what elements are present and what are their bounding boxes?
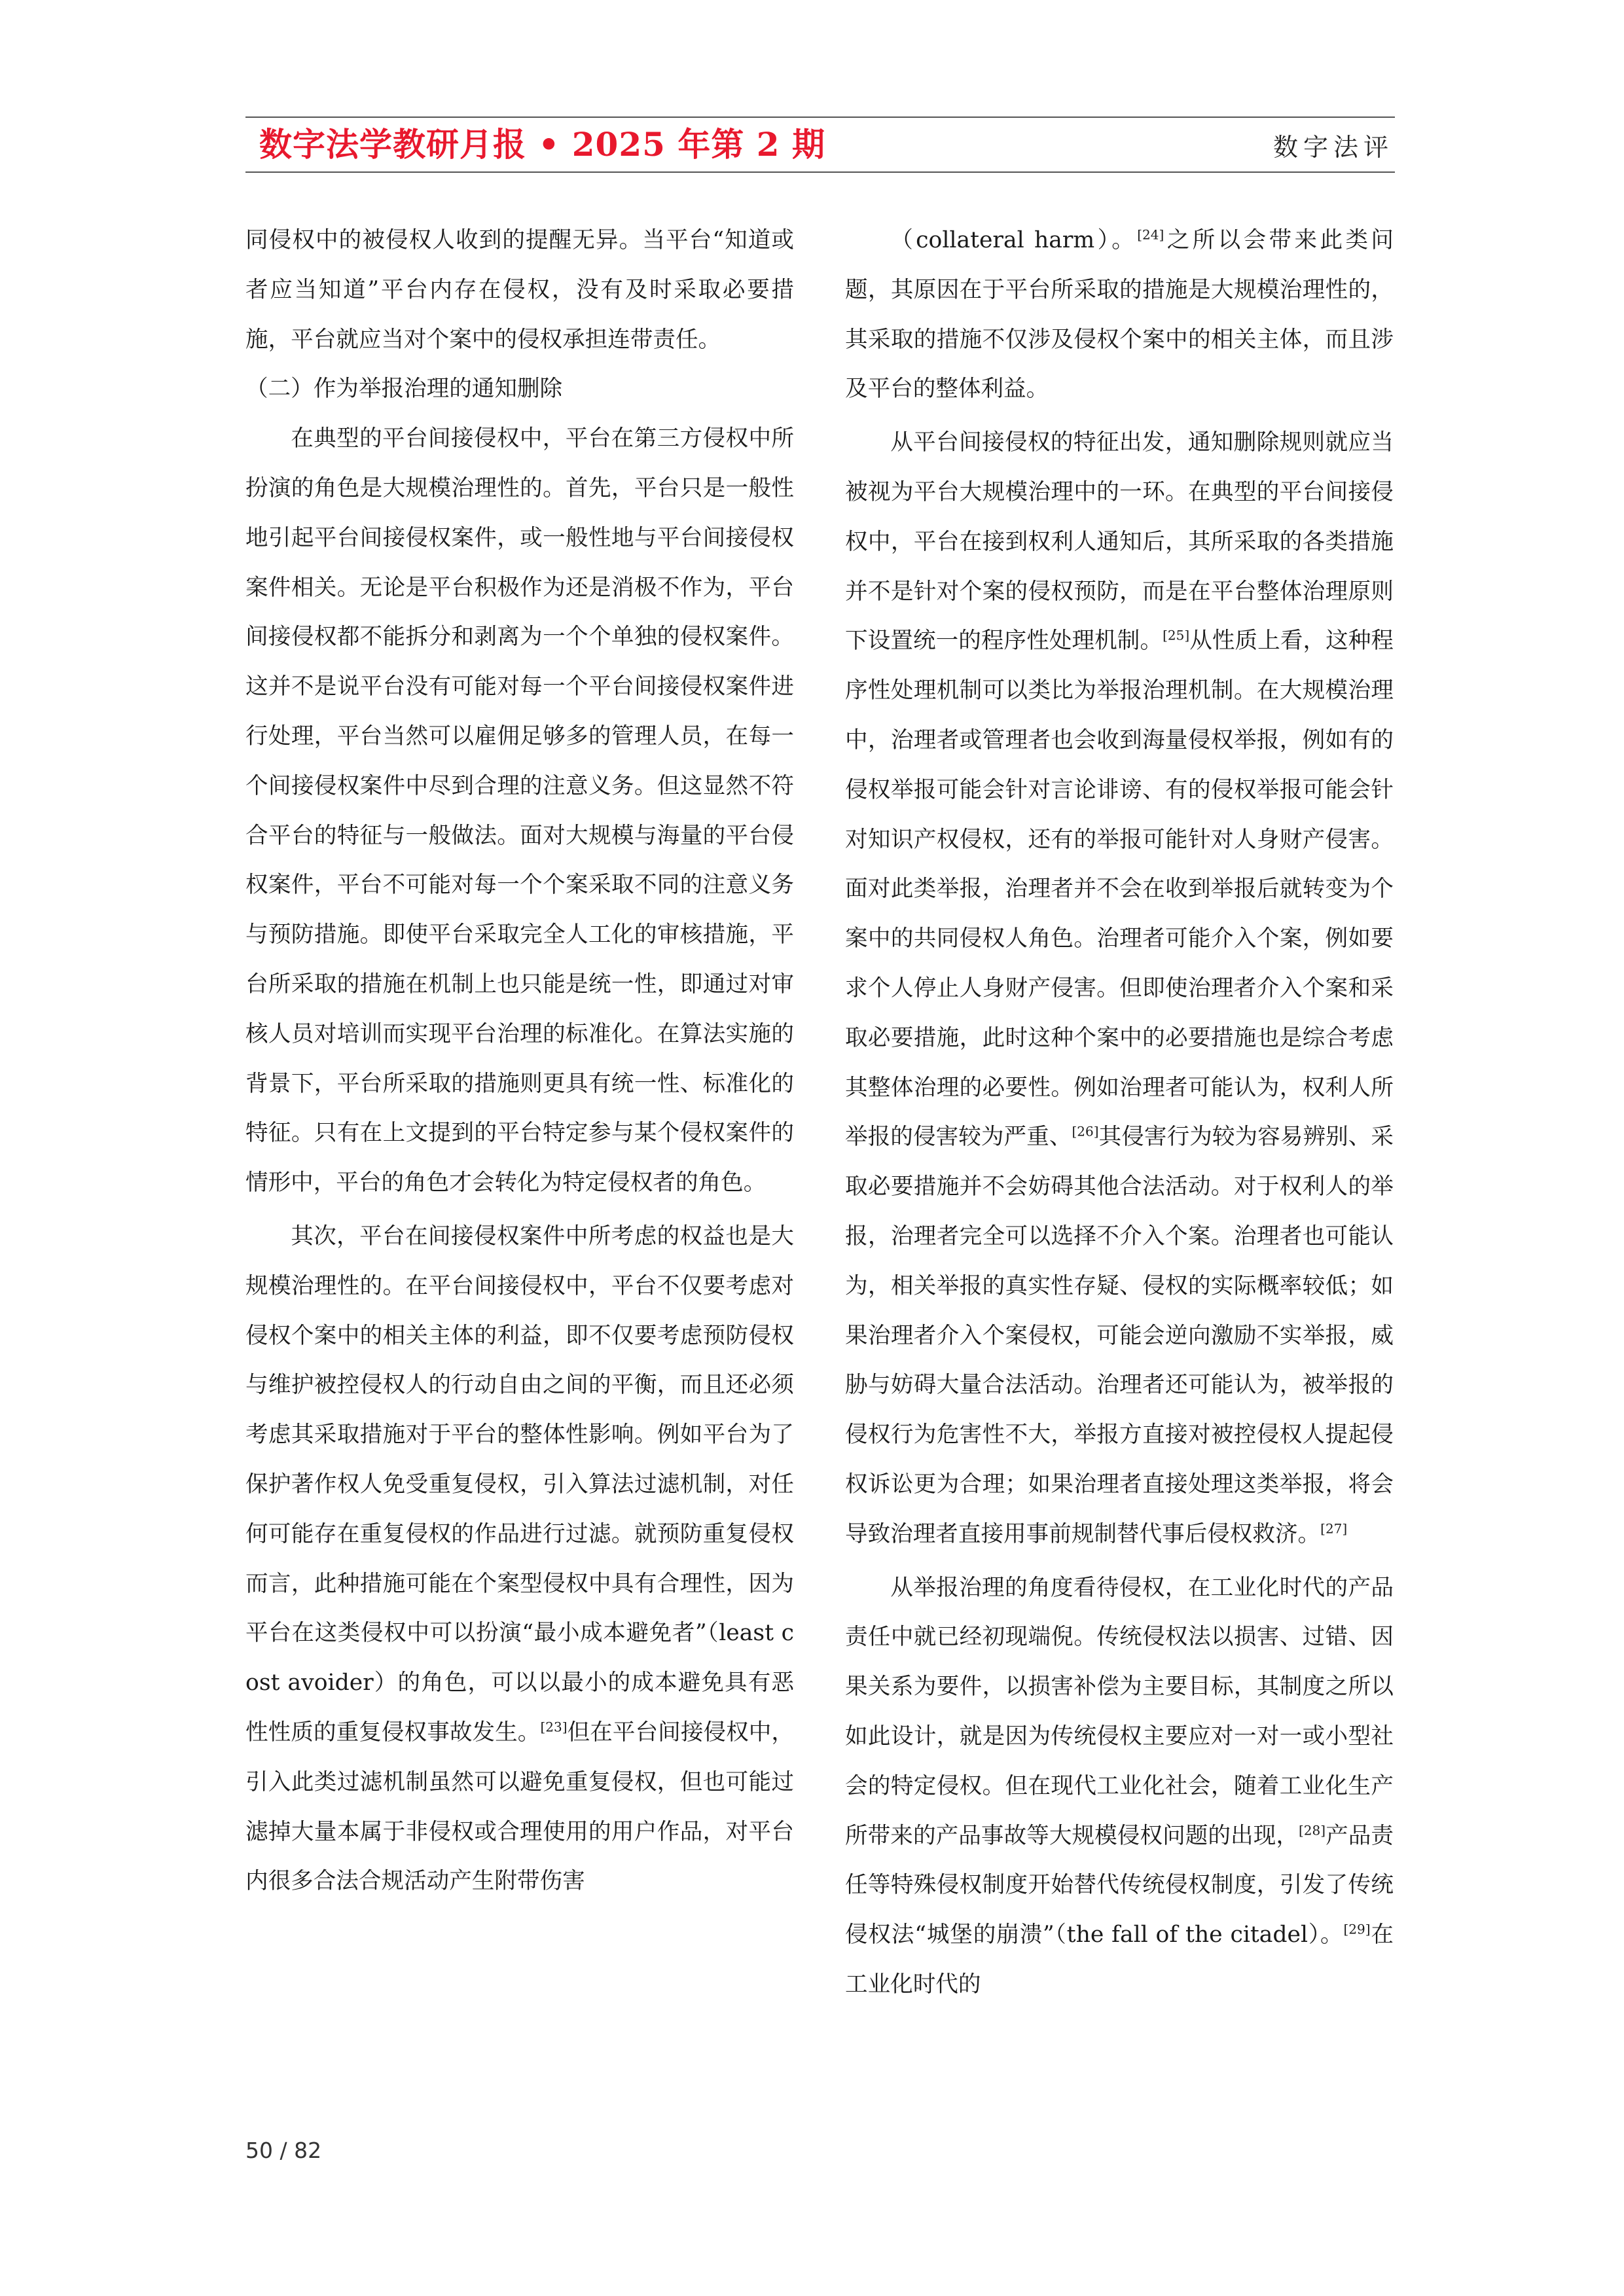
footnote-ref[interactable]: [25] — [1163, 627, 1190, 643]
text-run: 从平台间接侵权的特征出发，通知删除规则就应当被视为平台大规模治理中的一环。在典型的平台间接侵权中，平台在接到权利人通知后，其所采取的各类措施并不是针对个案的侵权预防，而是在平台整体治理原则下设置统一的程序性处理机制。 — [845, 429, 1394, 655]
text-run: （collateral harm）。 — [890, 227, 1138, 253]
text-run: 从举报治理的角度看待侵权，在工业化时代的产品责任中就已经初现端倪。传统侵权法以损害、过错、因果关系为要件，以损害补偿为主要目标，其制度之所以如此设计，就是因为传统侵权主要应对一对一或小型社会的特定侵权。但在现代工业化社会，随着工业化生产所带来的产品事故等大规模侵权问题的出现， — [845, 1574, 1394, 1849]
paragraph: 同侵权中的被侵权人收到的提醒无异。当平台“知道或者应当知道”平台内存在侵权，没有及时采取必要措施，平台就应当对个案中的侵权承担连带责任。 — [245, 227, 794, 353]
paragraph — [245, 1212, 794, 1907]
page-number: 50 / 82 — [245, 2138, 322, 2163]
text-run: 其侵害行为较为容易辨别、采取必要措施并不会妨碍其他合法活动。对于权利人的举报，治理者完全可以选择不介入个案。治理者也可能认为，相关举报的真实性存疑、侵权的实际概率较低；如果治理者介入个案侵权，可能会逆向激励不实举报，威胁与妨碍大量合法活动。治理者还可能认为，被举报的侵权行为危害性不大，举报方直接对被控侵权人提起侵权诉讼更为合理；如果治理者直接处理这类举报，将会导致治理者直接用事前规制替代事后侵权救济。 — [845, 1124, 1394, 1547]
text-run: 但在平台间接侵权中，引入此类过滤机制虽然可以避免重复侵权，但也可能过滤掉大量本属于非侵权或合理使用的用户作品，对平台内很多合法合规活动产生附带伤害 — [245, 1719, 795, 1895]
left-column — [245, 216, 794, 1907]
section-label: 数字法评 — [1272, 133, 1394, 162]
footnote-ref[interactable]: [29] — [1343, 1921, 1371, 1937]
section-heading: （二）作为举报治理的通知删除 — [245, 376, 563, 403]
footnote-ref[interactable]: [28] — [1299, 1821, 1326, 1838]
footnote-ref[interactable]: [26] — [1072, 1123, 1099, 1139]
footnote-ref[interactable]: [24] — [1137, 226, 1164, 243]
paragraph — [845, 1564, 1394, 2010]
right-column — [845, 216, 1394, 2010]
footnote-ref[interactable]: [27] — [1320, 1520, 1348, 1537]
footnote-ref[interactable]: [23] — [540, 1719, 568, 1735]
header-top-rule — [245, 117, 1395, 118]
paragraph: 在典型的平台间接侵权中，平台在第三方侵权中所扮演的角色是大规模治理性的。首先，平台只是一般性地引起平台间接侵权案件，或一般性地与平台间接侵权案件相关。无论是平台积极作为还是消极不作为，平台间接侵权都不能拆分和剥离为一个个单独的侵权案件。这并不是说平台没有可能对每一个平台间接侵权案件进行处理，平台当然可以雇佣足够多的管理人员，在每一个间接侵权案件中尽到合理的注意义务。但这显然不符合平台的特征与一般做法。面对大规模与海量的平台侵权案件，平台不可能对每一个个案采取不同的注意义务与预防措施。即使平台采取完全人工化的审核措施，平台所采取的措施在机制上也只能是统一性，即通过对审核人员对培训而实现平台治理的标准化。在算法实施的背景下，平台所采取的措施则更具有统一性、标准化的特征。只有在上文提到的平台特定参与某个侵权案件的情形中，平台的角色才会转化为特定侵权者的角色。 — [245, 425, 794, 1196]
text-run: 在工业化时代的 — [845, 1922, 1394, 1998]
text-run: 产品责任等特殊侵权制度开始替代传统侵权制度，引发了传统侵权法“城堡的崩溃”（the fall of the citadel）。 — [845, 1822, 1394, 1948]
text-run: 之所以会带来此类问题，其原因在于平台所采取的措施是大规模治理性的，其采取的措施不仅涉及侵权个案中的相关主体，而且涉及平台的整体利益。 — [845, 227, 1394, 403]
header-bottom-rule — [245, 171, 1395, 173]
text-run: 从性质上看，这种程序性处理机制可以类比为举报治理机制。在大规模治理中，治理者或管理者也会收到海量侵权举报，例如有的侵权举报可能会针对言论诽谤、有的侵权举报可能会针对知识产权侵权，还有的举报可能针对人身财产侵害。面对此类举报，治理者并不会在收到举报后就转变为个案中的共同侵权人角色。治理者可能介入个案，例如要求个人停止人身财产侵害。但即使治理者介入个案和采取必要措施，此时这种个案中的必要措施也是综合考虑其整体治理的必要性。例如治理者可能认为，权利人所举报的侵害较为严重、 — [845, 628, 1394, 1151]
paragraph — [845, 418, 1394, 1559]
text-run: 其次，平台在间接侵权案件中所考虑的权益也是大规模治理性的。在平台间接侵权中，平台不仅要考虑对侵权个案中的相关主体的利益，即不仅要考虑预防侵权与维护被控侵权人的行动自由之间的平衡，而且还必须考虑其采取措施对于平台的整体性影响。例如平台为了保护著作权人免受重复侵权，引入算法过滤机制，对任何可能存在重复侵权的作品进行过滤。就预防重复侵权而言，此种措施可能在个案型侵权中具有合理性，因为平台在这类侵权中可以扮演“最小成本避免者”（least cost avoider）的角色，可以以最小的成本避免具有恶性性质的重复侵权事故发生。 — [245, 1223, 794, 1746]
paragraph — [845, 216, 1394, 414]
journal-title: 数字法学教研月报 • 2025 年第 2 期 — [259, 125, 825, 164]
